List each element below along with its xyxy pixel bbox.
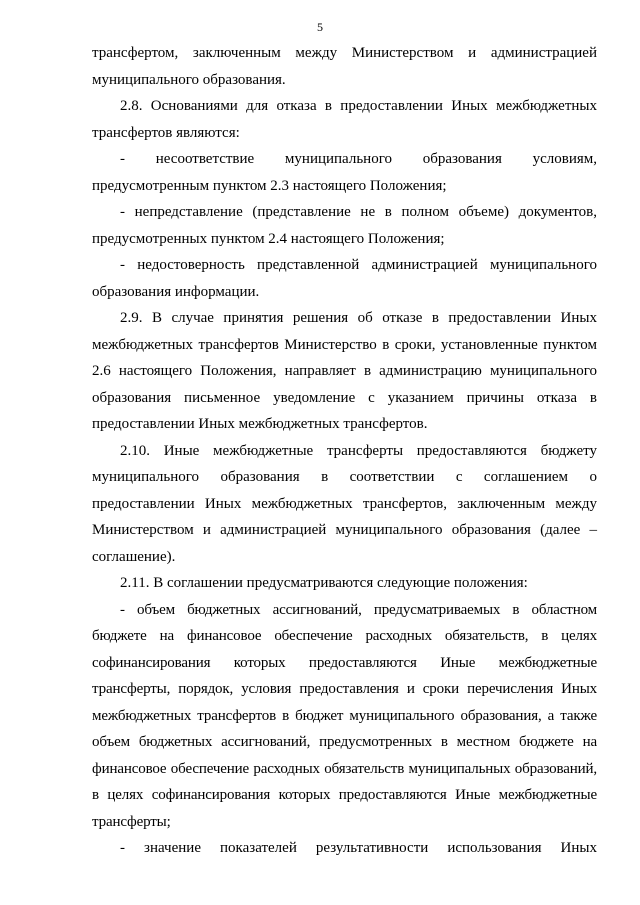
page-number: 5 <box>317 20 323 34</box>
list-item-unreliability: - недостоверность представленной администрацией муниципального образования информации. <box>92 257 597 300</box>
document-body <box>92 40 597 862</box>
list-item-budget-volume: - объем бюджетных ассигнований, предусматриваемых в областном бюджете на финансовое обеспечение расходных обязательств, в целях софинансирования которых предоставляются Иные межбюджетные трансферты, порядок, условия предоставления и сроки перечисления Иных межбюджетных трансфертов в бюджет муниципального образования, а также объем бюджетных ассигнований, предусмотренных в местном бюджете на финансовое обеспечение расходных обязательств муниципальных образований, в целях софинансирования которых предоставляются Иные межбюджетные трансферты; <box>92 601 597 830</box>
paragraph-continuation: трансфертом, заключенным между Министерством и администрацией муниципального образования. <box>92 45 597 88</box>
paragraph-2-8: 2.8. Основаниями для отказа в предоставлении Иных межбюджетных трансфертов являются: <box>92 98 597 141</box>
paragraph-2-11: 2.11. В соглашении предусматриваются следующие положения: <box>120 575 528 591</box>
list-item-nonsubmission: - непредставление (представление не в полном объеме) документов, предусмотренных пунктом 2.4 настоящего Положения; <box>92 204 597 247</box>
list-item-performance-indicators: - значение показателей результативности использования Иных <box>120 840 597 856</box>
list-item-noncompliance: - несоответствие муниципального образования условиям, предусмотренным пунктом 2.3 настоящего Положения; <box>92 151 597 194</box>
paragraph-2-10: 2.10. Иные межбюджетные трансферты предоставляются бюджету муниципального образования в соответствии с соглашением о предоставлении Иных межбюджетных трансфертов, заключенным между Министерством и администрацией муниципального образования (далее – соглашение). <box>92 442 597 565</box>
paragraph-2-9: 2.9. В случае принятия решения об отказе в предоставлении Иных межбюджетных трансфертов Министерство в сроки, установленные пунктом 2.6 настоящего Положения, направляет в администрацию муниципального образования письменное уведомление с указанием причины отказа в предоставлении Иных межбюджетных трансфертов. <box>92 310 597 432</box>
